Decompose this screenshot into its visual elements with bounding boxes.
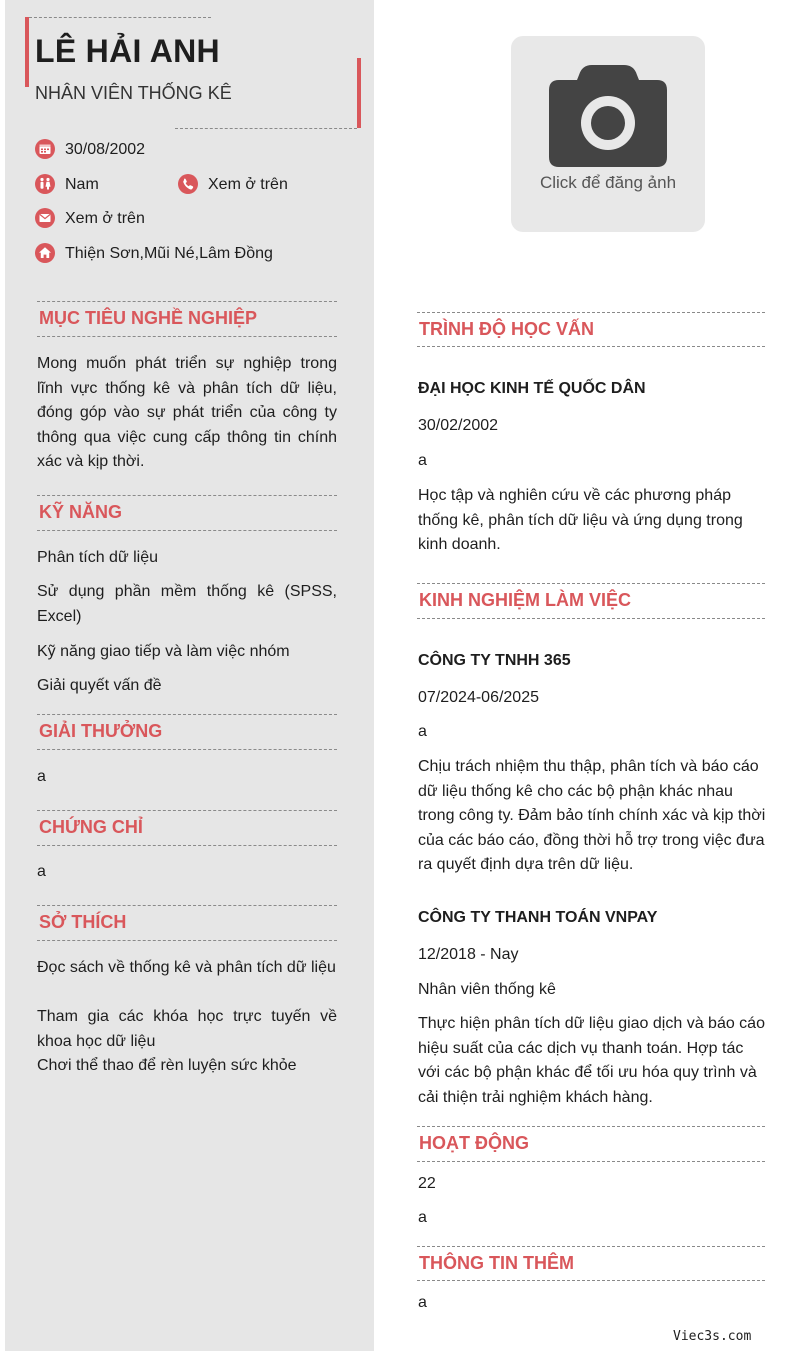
calendar-icon [35,139,55,159]
skills-line-top [37,495,337,496]
birthday: 30/08/2002 [65,141,146,158]
skills-line-bottom [37,530,337,531]
header-accent-left [25,17,29,87]
camera-icon [549,65,667,167]
activities-title: HOẠT ĐỘNG [419,1133,529,1153]
experience-line-bottom [417,618,765,619]
experience-title: KINH NGHIỆM LÀM VIỆC [419,590,632,610]
header-accent-right [357,58,361,128]
objective-text: Mong muốn phát triển sự nghiệp trong lĩnh vực thống kê và phân tích dữ liệu, đóng góp vào sự phát triển của công ty thông qua việc cung cấp thông tin chính xác và kịp thời. [37,355,337,470]
job-company: CÔNG TY TNHH 365 [418,652,571,669]
skill-item: Kỹ năng giao tiếp và làm việc nhóm [37,643,290,660]
education-date: 30/02/2002 [418,417,499,434]
email: Xem ở trên [65,210,145,227]
activities-line1: 22 [418,1175,436,1192]
job-title: NHÂN VIÊN THỐNG KÊ [35,83,232,103]
hobby-item: Chơi thể thao để rèn luyện sức khỏe [37,1057,297,1074]
header-dash-top [29,17,211,18]
extra-line-top [417,1246,765,1247]
activities-line-bottom [417,1161,765,1162]
hobbies-title: SỞ THÍCH [39,912,127,932]
certificates-text: a [37,863,46,880]
skill-item: Giải quyết vấn đề [37,677,162,694]
address: Thiện Sơn,Mũi Né,Lâm Đồng [65,245,273,262]
activities-line2: a [418,1209,427,1226]
awards-text: a [37,768,46,785]
job-position: Nhân viên thống kê [418,981,556,998]
certificates-line-bottom [37,845,337,846]
hobbies-line-top [37,905,337,906]
gender-icon [35,174,55,194]
job-period: 07/2024-06/2025 [418,689,539,706]
phone: Xem ở trên [208,176,288,193]
skill-item: Phân tích dữ liệu [37,549,159,566]
email-icon [35,208,55,228]
activities-line-top [417,1126,765,1127]
education-line-top [417,312,765,313]
extra-line-bottom [417,1280,765,1281]
extra-text: a [418,1294,427,1311]
job-description: Thực hiện phân tích dữ liệu giao dịch và báo cáo hiệu suất của các dịch vụ thanh toán. Hợp tác với các bộ phận khác để tối ưu hóa quy trình và cải thiện trải nghiệm khách hàng. [418,1015,765,1106]
skills-title: KỸ NĂNG [39,502,123,522]
extra-title: THÔNG TIN THÊM [419,1253,574,1273]
job-description: Chịu trách nhiệm thu thập, phân tích và báo cáo dữ liệu thống kê cho các bộ phận khác nhau trong công ty. Đảm bảo tính chính xác và kịp thời của các báo cáo, đồng thời hỗ trợ trong việc đưa ra quyết định dựa trên dữ liệu. [418,758,766,873]
home-icon [35,243,55,263]
job-position: a [418,723,427,740]
education-title: TRÌNH ĐỘ HỌC VẤN [419,319,594,339]
objective-line-top [37,301,337,302]
certificates-title: CHỨNG CHỈ [39,817,143,837]
phone-icon [178,174,198,194]
photo-upload-label: Click để đăng ảnh [539,173,677,192]
hobby-item: Đọc sách về thống kê và phân tích dữ liệu [37,959,336,976]
experience-line-top [417,583,765,584]
education-line-bottom [417,346,765,347]
education-major: a [418,452,427,469]
awards-line-bottom [37,749,337,750]
education-school: ĐẠI HỌC KINH TẾ QUỐC DÂN [418,380,646,397]
job-period: 12/2018 - Nay [418,946,519,963]
certificates-line-top [37,810,337,811]
header-dash-bottom [175,128,357,129]
gender: Nam [65,176,99,193]
hobbies-line-bottom [37,940,337,941]
education-description: Học tập và nghiên cứu về các phương pháp thống kê, phân tích dữ liệu và ứng dụng trong kinh doanh. [418,487,743,553]
hobby-item: Tham gia các khóa học trực tuyến về khoa học dữ liệu [37,1008,337,1050]
awards-title: GIẢI THƯỞNG [39,721,163,741]
awards-line-top [37,714,337,715]
candidate-name: LÊ HẢI ANH [35,33,220,69]
objective-title: MỤC TIÊU NGHỀ NGHIỆP [39,308,258,328]
watermark: Viec3s.com [673,1329,752,1344]
photo-upload[interactable] [511,36,705,232]
skill-item: Sử dụng phần mềm thống kê (SPSS, Excel) [37,583,337,625]
objective-line-bottom [37,336,337,337]
job-company: CÔNG TY THANH TOÁN VNPAY [418,909,658,926]
